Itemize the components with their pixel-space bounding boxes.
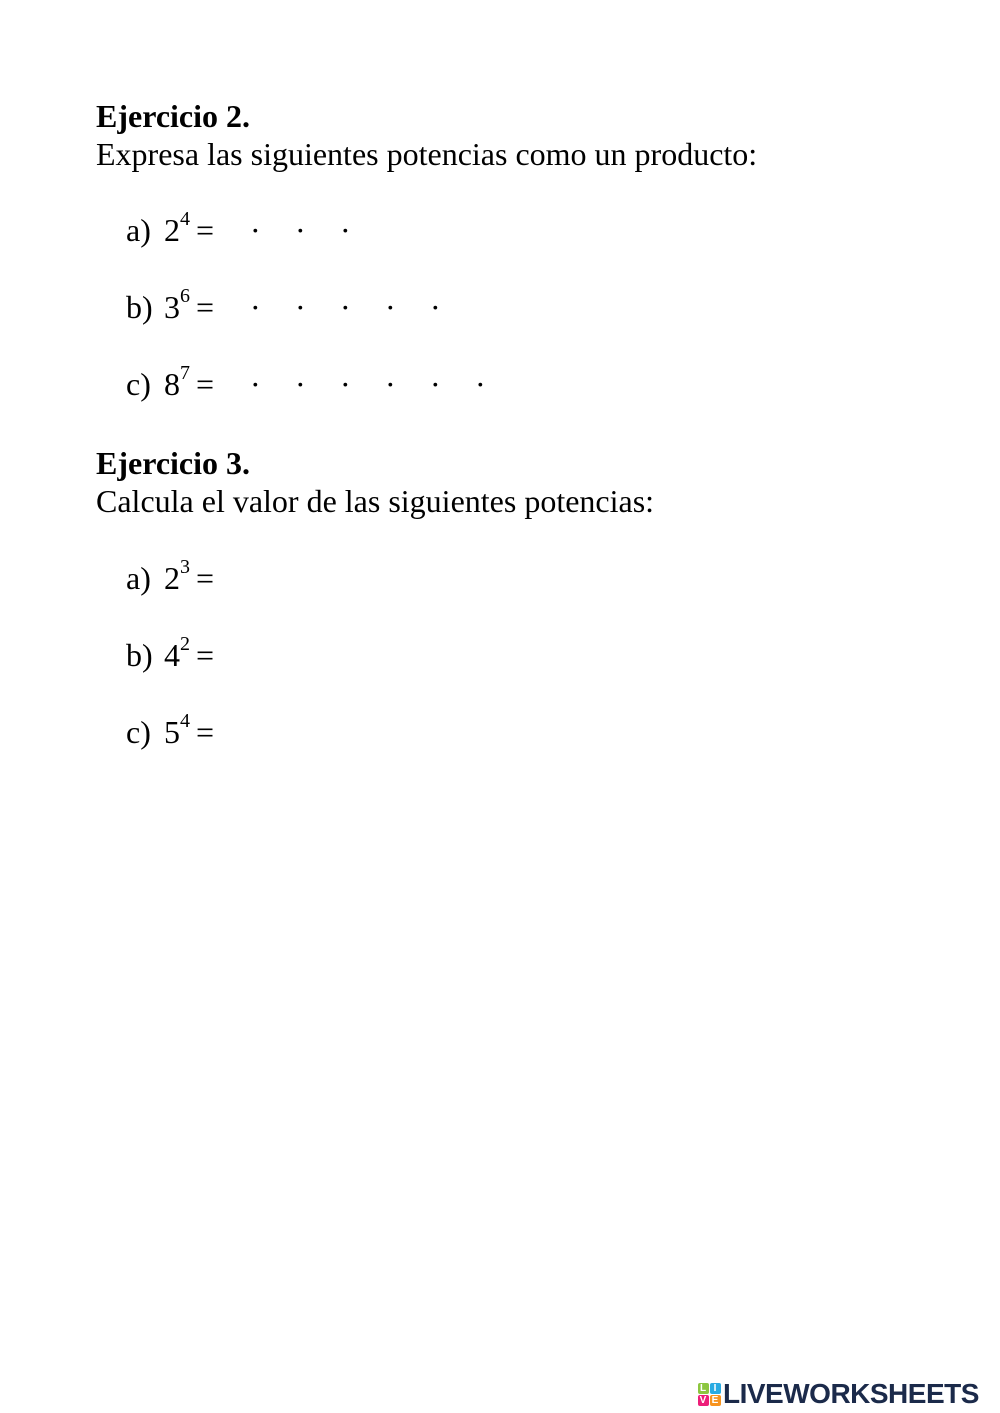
liveworksheets-logo bbox=[697, 1378, 979, 1410]
multiplication-dot: · bbox=[250, 289, 261, 325]
exercise-3-heading: Ejercicio 3. bbox=[96, 445, 251, 481]
power-base: 4 bbox=[164, 637, 180, 673]
product-dots bbox=[250, 214, 385, 246]
equals-sign: = bbox=[196, 714, 215, 750]
multiplication-dot: · bbox=[250, 212, 261, 248]
product-dots bbox=[250, 368, 520, 400]
power-exponent: 6 bbox=[180, 285, 190, 308]
power-exponent: 4 bbox=[180, 208, 190, 231]
multiplication-dot: · bbox=[250, 366, 261, 402]
power-exponent: 2 bbox=[180, 633, 190, 656]
exercise-3-item-b bbox=[126, 633, 215, 679]
power-base: 8 bbox=[164, 366, 180, 402]
multiplication-dot: · bbox=[430, 289, 441, 325]
exercise-2-instruction: Expresa las siguientes potencias como un producto: bbox=[96, 136, 758, 172]
equals-sign: = bbox=[196, 212, 215, 248]
multiplication-dot: · bbox=[385, 366, 396, 402]
multiplication-dot: · bbox=[340, 289, 351, 325]
item-marker: b) bbox=[126, 637, 153, 673]
exercise-2-item-b bbox=[126, 285, 441, 331]
multiplication-dot: · bbox=[385, 289, 396, 325]
product-dots bbox=[250, 291, 475, 323]
exercise-3-instruction: Calcula el valor de las siguientes potencias: bbox=[96, 483, 655, 519]
logo-letter-l: L bbox=[698, 1383, 709, 1394]
equals-sign: = bbox=[196, 560, 215, 596]
multiplication-dot: · bbox=[340, 366, 351, 402]
exercise-3-item-a bbox=[126, 556, 215, 602]
multiplication-dot: · bbox=[430, 366, 441, 402]
power-base: 3 bbox=[164, 289, 180, 325]
item-marker: a) bbox=[126, 212, 151, 248]
multiplication-dot: · bbox=[340, 212, 351, 248]
item-marker: c) bbox=[126, 366, 151, 402]
multiplication-dot: · bbox=[295, 212, 306, 248]
equals-sign: = bbox=[196, 366, 215, 402]
item-marker: c) bbox=[126, 714, 151, 750]
logo-text: LIVEWORKSHEETS bbox=[723, 1378, 979, 1409]
power-exponent: 3 bbox=[180, 556, 190, 579]
multiplication-dot: · bbox=[295, 289, 306, 325]
logo-letter-e: E bbox=[710, 1395, 721, 1406]
exercise-2-item-a bbox=[126, 208, 351, 254]
exercise-2-item-c bbox=[126, 362, 486, 408]
power-base: 5 bbox=[164, 714, 180, 750]
equals-sign: = bbox=[196, 637, 215, 673]
equals-sign: = bbox=[196, 289, 215, 325]
item-marker: b) bbox=[126, 289, 153, 325]
exercise-3-item-c bbox=[126, 710, 215, 756]
logo-letter-v: V bbox=[698, 1395, 709, 1406]
power-base: 2 bbox=[164, 560, 180, 596]
power-exponent: 4 bbox=[180, 710, 190, 733]
multiplication-dot: · bbox=[475, 366, 486, 402]
item-marker: a) bbox=[126, 560, 151, 596]
power-base: 2 bbox=[164, 212, 180, 248]
power-exponent: 7 bbox=[180, 362, 190, 385]
logo-letter-i: I bbox=[710, 1383, 721, 1394]
logo-grid-icon bbox=[697, 1382, 721, 1406]
exercise-2-heading: Ejercicio 2. bbox=[96, 98, 251, 134]
multiplication-dot: · bbox=[295, 366, 306, 402]
